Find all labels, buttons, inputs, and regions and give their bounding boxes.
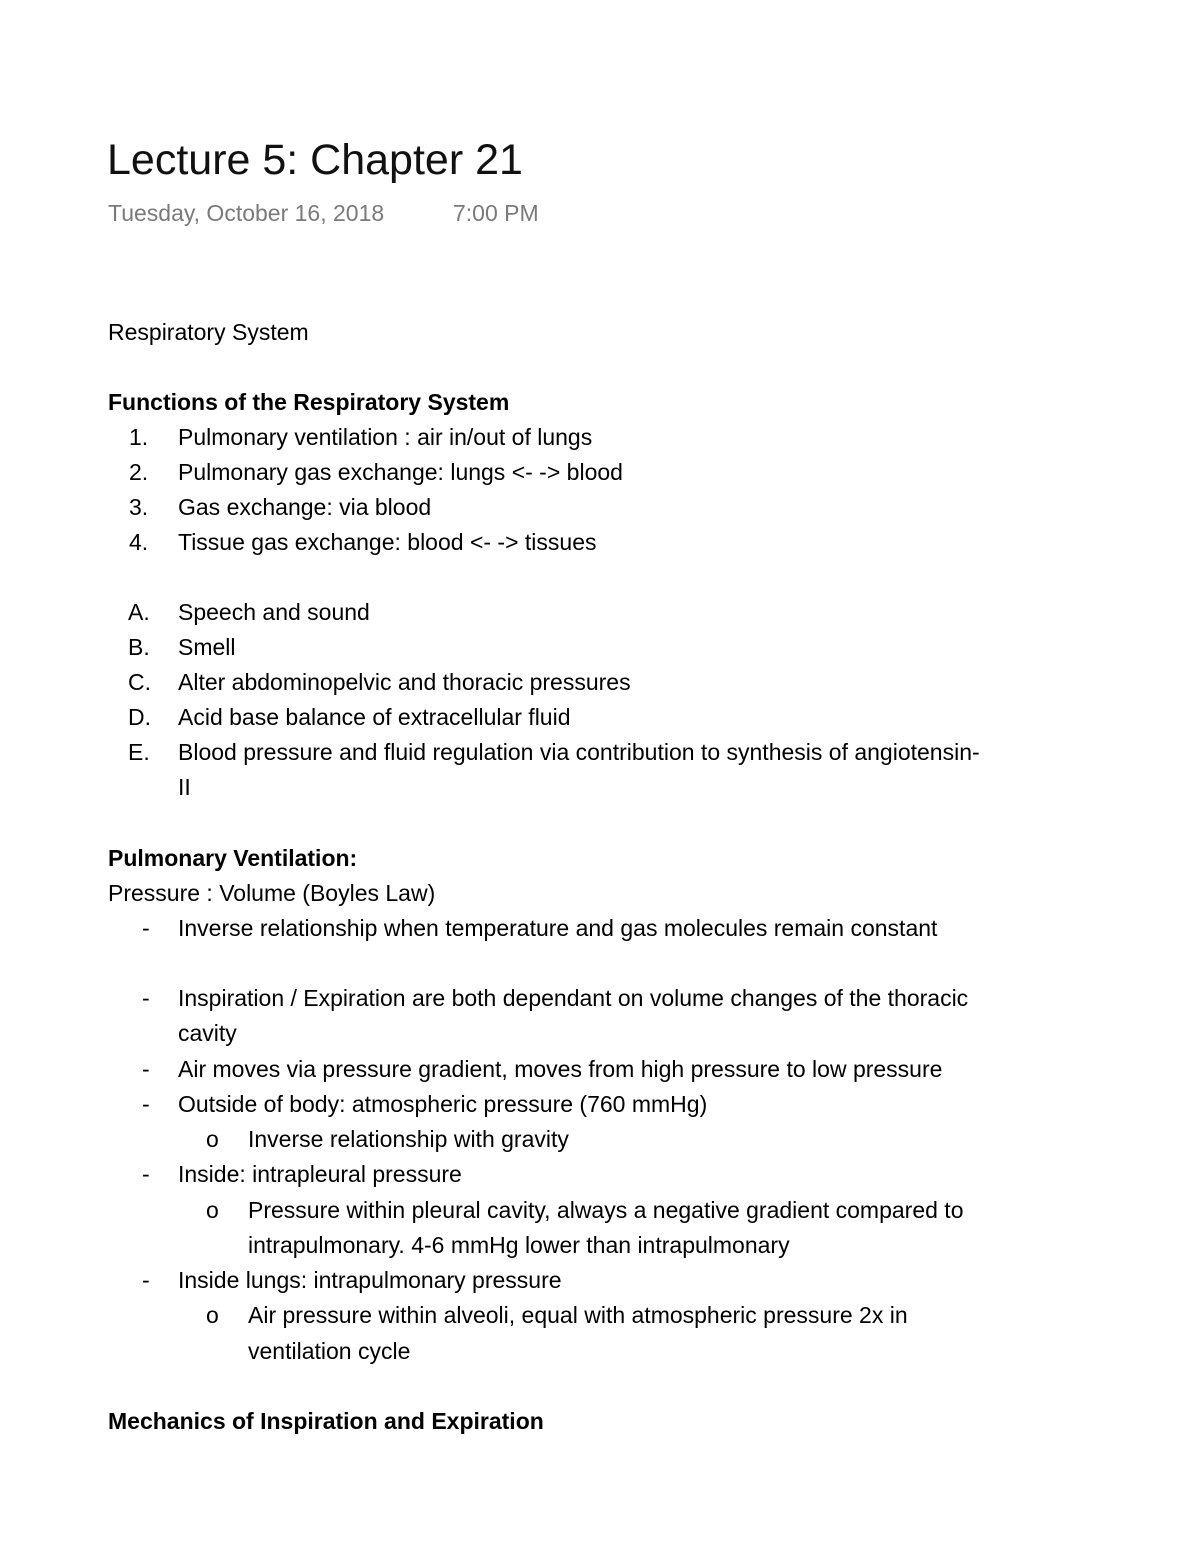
list-item: Inside lungs: intrapulmonary pressure — [178, 1267, 562, 1293]
bullet-circle: o — [206, 1197, 219, 1223]
list-marker: D. — [128, 704, 151, 730]
list-item: Gas exchange: via blood — [178, 494, 432, 520]
list-item: Inside: intrapleural pressure — [178, 1161, 462, 1187]
list-marker: 4. — [129, 529, 149, 555]
page-date: Tuesday, October 16, 2018 — [108, 200, 385, 226]
ventilation-subheading: Pressure : Volume (Boyles Law) — [108, 880, 436, 906]
intro-text: Respiratory System — [108, 319, 309, 345]
mechanics-heading: Mechanics of Inspiration and Expiration — [108, 1408, 544, 1434]
list-item: Pulmonary gas exchange: lungs <- -> blood — [178, 459, 623, 485]
list-item: Inverse relationship with gravity — [248, 1126, 569, 1152]
bullet-dash: - — [142, 1091, 150, 1117]
list-marker: B. — [128, 634, 150, 660]
list-item: Inspiration / Expiration are both dependant on volume changes of the thoracic — [178, 985, 969, 1011]
list-item: Inverse relationship when temperature and gas molecules remain constant — [178, 915, 938, 941]
list-marker: 1. — [129, 424, 149, 450]
bullet-dash: - — [142, 1267, 150, 1293]
list-item: Alter abdominopelvic and thoracic pressures — [178, 669, 631, 695]
list-item-continuation: ventilation cycle — [248, 1338, 411, 1364]
bullet-circle: o — [206, 1302, 219, 1328]
functions-heading: Functions of the Respiratory System — [108, 389, 510, 415]
list-item-continuation: II — [178, 774, 191, 800]
list-item: Tissue gas exchange: blood <- -> tissues — [178, 529, 597, 555]
list-item: Acid base balance of extracellular fluid — [178, 704, 571, 730]
list-item-continuation: intrapulmonary. 4-6 mmHg lower than intrapulmonary — [248, 1232, 790, 1258]
list-item: Air moves via pressure gradient, moves from high pressure to low pressure — [178, 1056, 943, 1082]
list-item: Air pressure within alveoli, equal with atmospheric pressure 2x in — [248, 1302, 908, 1328]
list-item: Smell — [178, 634, 236, 660]
list-item: Pressure within pleural cavity, always a negative gradient compared to — [248, 1197, 964, 1223]
list-item-continuation: cavity — [178, 1020, 237, 1046]
bullet-dash: - — [142, 915, 150, 941]
page-title: Lecture 5: Chapter 21 — [107, 136, 523, 184]
bullet-circle: o — [206, 1126, 219, 1152]
list-item: Blood pressure and fluid regulation via contribution to synthesis of angiotensin- — [178, 739, 980, 765]
bullet-dash: - — [142, 1056, 150, 1082]
bullet-dash: - — [142, 985, 150, 1011]
list-marker: C. — [128, 669, 151, 695]
list-marker: A. — [128, 599, 150, 625]
page-time: 7:00 PM — [453, 200, 539, 226]
list-marker: E. — [128, 739, 150, 765]
list-item: Speech and sound — [178, 599, 370, 625]
list-item: Pulmonary ventilation : air in/out of lungs — [178, 424, 593, 450]
list-marker: 2. — [129, 459, 149, 485]
ventilation-heading: Pulmonary Ventilation: — [108, 845, 358, 871]
list-marker: 3. — [129, 494, 149, 520]
list-item: Outside of body: atmospheric pressure (760 mmHg) — [178, 1091, 708, 1117]
bullet-dash: - — [142, 1161, 150, 1187]
